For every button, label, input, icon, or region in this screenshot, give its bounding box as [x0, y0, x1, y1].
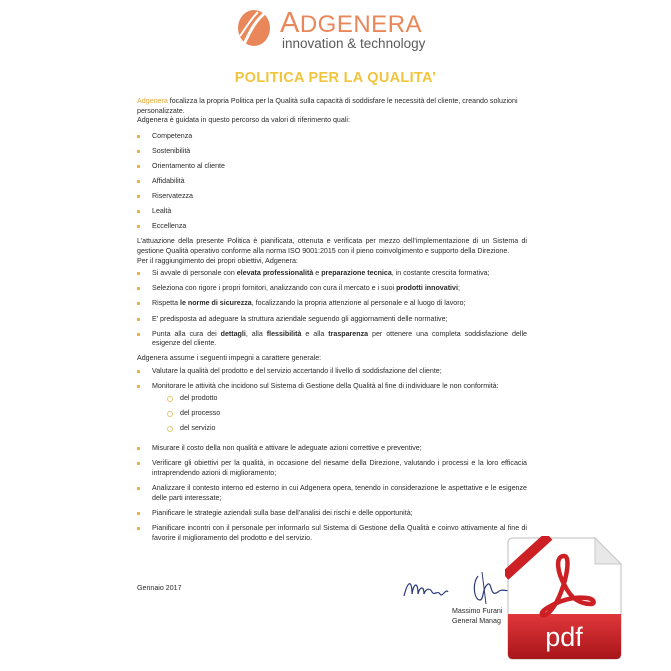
bullet-icon	[137, 370, 140, 373]
intro-brand: Adgenera	[137, 97, 168, 105]
bullet-icon	[137, 527, 140, 530]
list-item: Analizzare il contesto interno ed esterno in cui Adgenera opera, tenendo in considerazione le aspettative e le esigenze delle parti interessate;	[137, 484, 527, 503]
list-item: Sostenibilità	[137, 147, 527, 162]
list-item: Misurare il costo della non qualità e attivare le adeguate azioni correttive e preventive;	[137, 444, 527, 454]
bullet-icon	[137, 302, 140, 305]
list-item: Punta alla cura dei dettagli, alla flessibilità e alla trasparenza per ottenere una completa soddisfazione delle esigenze del cliente.	[137, 330, 527, 349]
list-item: Monitorare le attività che incidono sul Sistema di Gestione della Qualità al fine di individuare le non conformità: del prodotto del processo del servizio	[137, 382, 527, 439]
bullet-icon	[137, 210, 140, 213]
list-item: Verificare gli obiettivi per la qualità, in occasione del riesame della Direzione, valutando i processi e la loro efficacia intraprendendo azioni di miglioramento;	[137, 459, 527, 478]
document-date: Gennaio 2017	[137, 584, 182, 592]
list-item: Riservatezza	[137, 192, 527, 207]
bullet-icon	[137, 512, 140, 515]
bullet-icon	[137, 135, 140, 138]
list-item: Competenza	[137, 132, 527, 147]
intro-paragraph: Adgenera focalizza la propria Politica per la Qualità sulla capacità di soddisfare le necessità del cliente, creando soluzioni personalizzate.	[137, 97, 518, 115]
list-item: Orientamento al cliente	[137, 162, 527, 177]
list-item: E’ predisposta ad adeguare la struttura aziendale seguendo gli aggiornamenti delle normative;	[137, 315, 527, 325]
list-item: Lealtà	[137, 207, 527, 222]
bullet-icon	[137, 462, 140, 465]
list-item: Si avvale di personale con elevata professionalità e preparazione tecnica, in costante crescita formativa;	[137, 269, 527, 279]
company-logo	[236, 8, 436, 54]
list-item: Rispetta le norme di sicurezza, focalizzando la propria attenzione al personale e al luogo di lavoro;	[137, 299, 527, 309]
bullet-icon	[137, 150, 140, 153]
circle-bullet-icon	[167, 426, 173, 432]
pdf-download-badge[interactable]	[505, 536, 623, 661]
list-item: Pianificare le strategie aziendali sulla base dell’analisi dei rischi e delle opportunità;	[137, 509, 527, 519]
policy-document	[137, 97, 527, 549]
signer-role: General Manag	[452, 617, 501, 625]
list-item: Affidabilità	[137, 177, 527, 192]
sub-list-item: del prodotto	[152, 394, 527, 409]
bullet-icon	[137, 180, 140, 183]
bullet-icon	[137, 195, 140, 198]
bullet-icon	[137, 487, 140, 490]
bullet-icon	[137, 272, 140, 275]
sub-list-item: del servizio	[152, 424, 527, 439]
values-list	[137, 132, 527, 238]
signer-name: Massimo Furani	[452, 607, 503, 615]
pdf-label: pdf	[545, 622, 583, 652]
logo-tagline: innovation & technology	[282, 36, 426, 51]
sub-list-item: del processo	[152, 409, 527, 424]
nonconformity-sublist	[152, 394, 527, 439]
bullet-icon	[137, 225, 140, 228]
bullet-icon	[137, 318, 140, 321]
logo-brand: ADGENERA	[280, 7, 423, 39]
implementation-paragraph: L’attuazione della presente Politica è pianificata, ottenuta e verificata per mezzo dell’implementazione di un Sistema di gestione Qualità operativo conforme alla norma ISO 9001:2015 con il pieno coinvolgimento e supporto della Direzione.	[137, 237, 527, 256]
circle-bullet-icon	[167, 411, 173, 417]
list-item: Eccellenza	[137, 222, 527, 237]
objectives-intro: Per il raggiungimento dei propri obiettivi, Adgenera:	[137, 256, 298, 265]
bullet-icon	[137, 447, 140, 450]
bullet-icon	[137, 287, 140, 290]
bullet-icon	[137, 165, 140, 168]
page-title: POLITICA PER LA QUALITA’	[234, 70, 437, 86]
commitments-list	[137, 367, 527, 543]
bullet-icon	[137, 385, 140, 388]
commitments-intro: Adgenera assume i seguenti impegni a carattere generale:	[137, 354, 322, 363]
intro-guidance: Adgenera è guidata in questo percorso da valori di riferimento quali:	[137, 116, 350, 125]
list-item: Valutare la qualità del prodotto e del servizio accertando il livello di soddisfazione del cliente;	[137, 367, 527, 377]
circle-bullet-icon	[167, 396, 173, 402]
list-item: Pianificare incontri con il personale per informarlo sul Sistema di Gestione della Qualità e coinvo attivamente al fine di favorire il miglioramento del prodotto e del servizio.	[137, 524, 527, 543]
list-item: Seleziona con rigore i propri fornitori, analizzando con cura il mercato e i suoi prodotti innovativi;	[137, 284, 527, 294]
logo-mark-icon	[236, 8, 272, 48]
objectives-list	[137, 269, 527, 349]
signer-block	[452, 606, 502, 626]
signature-image	[402, 570, 512, 606]
bullet-icon	[137, 333, 140, 336]
